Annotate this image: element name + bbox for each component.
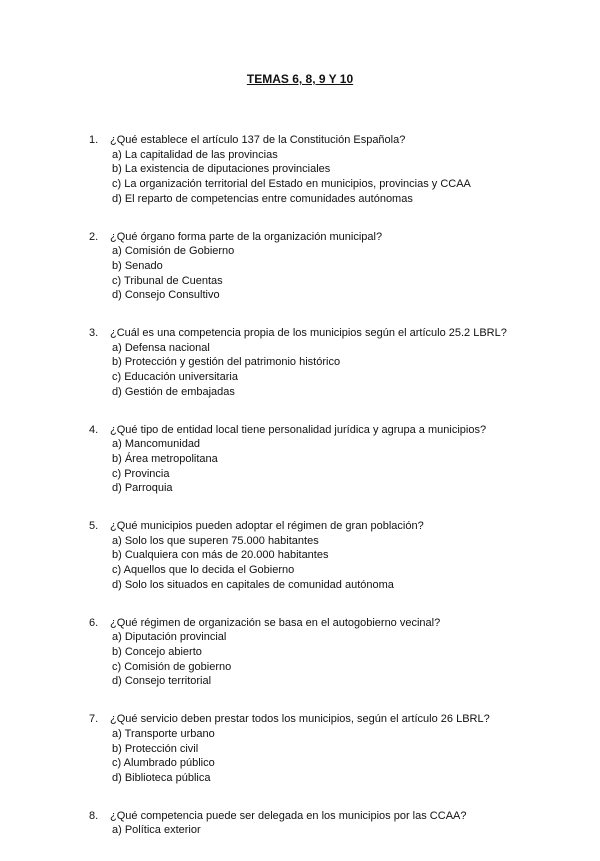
question-3 [0, 326, 600, 400]
option-d: d) Solo los situados en capitales de comunidad autónoma [112, 578, 394, 591]
option-a: a) Política exterior [112, 824, 201, 837]
option-b: b) Protección civil [112, 742, 199, 755]
question-number: 6. [89, 616, 99, 629]
option-d: d) Biblioteca pública [112, 771, 211, 784]
question-number: 8. [89, 809, 99, 822]
option-d: d) Parroquia [112, 482, 173, 495]
question-text: ¿Qué servicio deben prestar todos los municipios, según el artículo 26 LBRL? [110, 713, 490, 726]
option-c: c) Comisión de gobierno [112, 660, 232, 673]
option-c: c) Provincia [112, 467, 170, 480]
question-7 [0, 712, 600, 786]
option-a: a) Mancomunidad [112, 438, 201, 451]
option-a: a) Solo los que superen 75.000 habitantes [112, 534, 319, 547]
options-list [0, 823, 600, 838]
question-text: ¿Qué tipo de entidad local tiene personalidad jurídica y agrupa a municipios? [110, 423, 487, 436]
question-2 [0, 230, 600, 304]
option-c: c) Tribunal de Cuentas [112, 274, 223, 287]
option-b: b) Área metropolitana [112, 452, 218, 465]
question-text: ¿Qué competencia puede ser delegada en los municipios por las CCAA? [110, 809, 467, 822]
question-number: 1. [89, 134, 99, 146]
options-list [0, 437, 600, 496]
option-d: d) Consejo territorial [112, 675, 212, 688]
question-text: ¿Qué órgano forma parte de la organización municipal? [110, 230, 383, 243]
question-6 [0, 616, 600, 690]
question-4 [0, 423, 600, 497]
question-list [0, 133, 600, 861]
page-title: TEMAS 6, 8, 9 Y 10 [246, 72, 354, 86]
options-list [0, 727, 600, 786]
options-list [0, 244, 600, 303]
question-number: 4. [89, 423, 99, 436]
question-8 [0, 809, 600, 838]
option-a: a) La capitalidad de las provincias [112, 148, 278, 161]
option-a: a) Diputación provincial [112, 631, 227, 644]
option-c: c) Aquellos que lo decida el Gobierno [112, 564, 295, 577]
option-a: a) Comisión de Gobierno [112, 245, 235, 258]
option-b: b) La existencia de diputaciones provinciales [112, 163, 331, 176]
options-list [0, 534, 600, 593]
question-1 [0, 133, 600, 207]
option-c: c) La organización territorial del Estado en municipios, provincias y CCAA [112, 178, 471, 191]
option-d: d) Consejo Consultivo [112, 289, 220, 302]
option-b: b) Protección y gestión del patrimonio histórico [112, 356, 341, 369]
option-d: d) El reparto de competencias entre comunidades autónomas [112, 192, 413, 205]
option-c: c) Alumbrado público [112, 757, 215, 770]
option-d: d) Gestión de embajadas [112, 385, 235, 398]
options-list [0, 630, 600, 689]
question-5 [0, 519, 600, 593]
question-text: ¿Qué establece el artículo 137 de la Constitución Española? [110, 134, 406, 146]
option-b: b) Cualquiera con más de 20.000 habitantes [112, 549, 329, 562]
question-text: ¿Qué régimen de organización se basa en el autogobierno vecinal? [110, 616, 441, 629]
question-number: 3. [89, 327, 99, 340]
question-number: 2. [89, 230, 99, 243]
option-c: c) Educación universitaria [112, 371, 238, 384]
question-number: 7. [89, 713, 99, 726]
option-a: a) Transporte urbano [112, 727, 215, 740]
option-a: a) Defensa nacional [112, 341, 210, 354]
question-number: 5. [89, 520, 99, 533]
option-b: b) Concejo abierto [112, 645, 202, 658]
option-b: b) Senado [112, 259, 163, 272]
options-list [0, 148, 600, 207]
question-text: ¿Qué municipios pueden adoptar el régimen de gran población? [110, 520, 424, 533]
options-list [0, 341, 600, 400]
question-text: ¿Cuál es una competencia propia de los municipios según el artículo 25.2 LBRL? [110, 327, 507, 340]
